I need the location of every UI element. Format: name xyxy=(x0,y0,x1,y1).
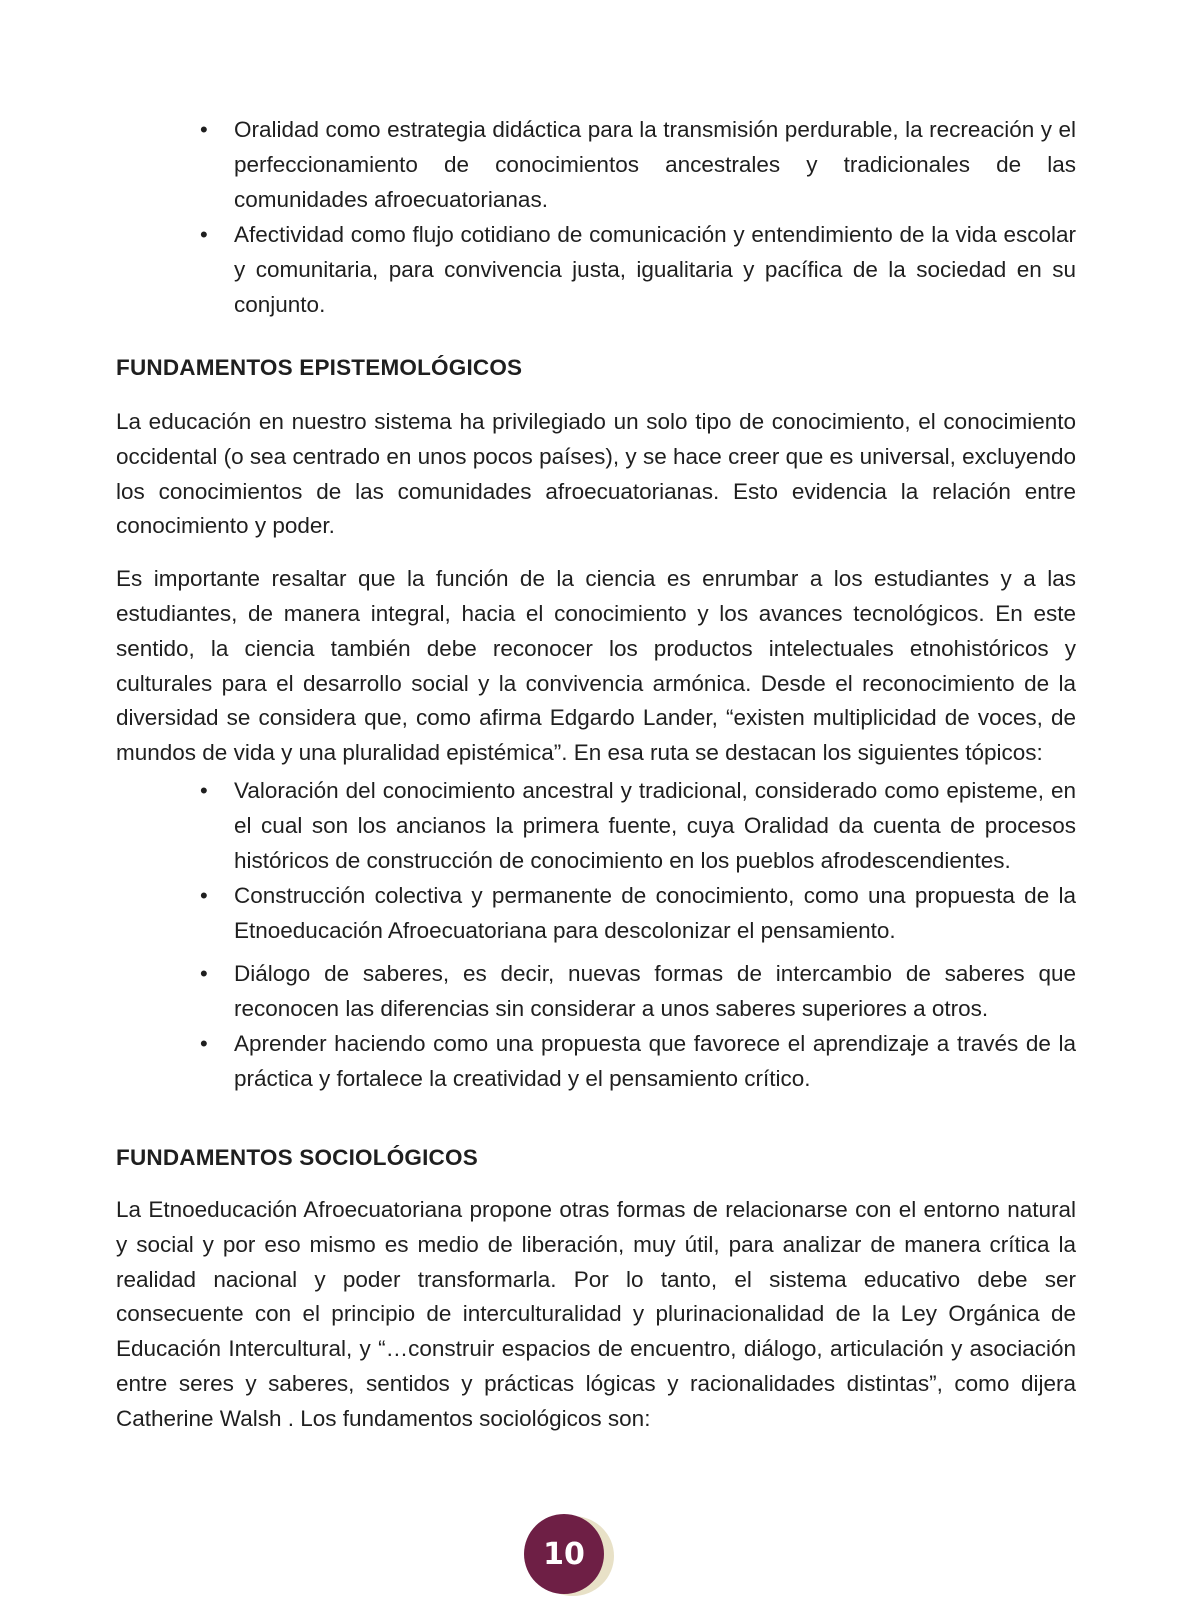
list-item xyxy=(200,773,1076,878)
page-number: 10 xyxy=(524,1514,604,1594)
epistemologicos-bullet-list xyxy=(116,773,1076,1096)
list-item-text: Construcción colectiva y permanente de conocimiento, como una propuesta de la Etnoeducación Afroecuatoriana para descolonizar el pensamiento. xyxy=(234,882,1076,943)
bullet-icon: • xyxy=(200,882,208,908)
bullet-icon: • xyxy=(200,960,208,986)
list-item-text: Oralidad como estrategia didáctica para la transmisión perdurable, la recreación y el perfeccionamiento de conocimientos ancestrales y tradicionales de las comunidades afroecuatorianas. xyxy=(234,117,1076,212)
page-number-badge xyxy=(522,1512,618,1596)
list-item-text: Aprender haciendo como una propuesta que favorece el aprendizaje a través de la práctica y fortalece la creatividad y el pensamiento crítico. xyxy=(234,1030,1076,1091)
paragraph: Es importante resaltar que la función de la ciencia es enrumbar a los estudiantes y a las estudiantes, de manera integral, hacia el conocimiento y los avances tecnológicos. En este sentido, la ciencia también debe reconocer los productos intelectuales etnohistóricos y culturales para el desarrollo social y la convivencia armónica. Desde el reconocimiento de la diversidad se considera que, como afirma Edgardo Lander, “existen multiplicidad de voces, de mundos de vida y una pluralidad epistémica”. En esa ruta se destacan los siguientes tópicos: xyxy=(116,566,1076,766)
list-item xyxy=(200,217,1076,322)
list-item xyxy=(200,112,1076,217)
section-heading-sociologicos: FUNDAMENTOS SOCIOLÓGICOS xyxy=(116,1144,478,1170)
paragraph: La educación en nuestro sistema ha privilegiado un solo tipo de conocimiento, el conocimiento occidental (o sea centrado en unos pocos países), y se hace creer que es universal, excluyendo los conocimientos de las comunidades afroecuatorianas. Esto evidencia la relación entre conocimiento y poder. xyxy=(116,409,1076,539)
list-item xyxy=(200,1026,1076,1096)
list-item-text: Valoración del conocimiento ancestral y tradicional, considerado como episteme, en el cual son los ancianos la primera fuente, cuya Oralidad da cuenta de procesos históricos de construcción de conocimiento en los pueblos afrodescendientes. xyxy=(234,777,1076,873)
list-item xyxy=(200,956,1076,1026)
bullet-icon: • xyxy=(200,777,208,803)
list-item-text: Afectividad como flujo cotidiano de comunicación y entendimiento de la vida escolar y comunitaria, para convivencia justa, igualitaria y pacífica de la sociedad en su conjunto. xyxy=(234,222,1076,317)
paragraph: La Etnoeducación Afroecuatoriana propone otras formas de relacionarse con el entorno natural y social y por eso mismo es medio de liberación, muy útil, para analizar de manera crítica la realidad nacional y poder transformarla. Por lo tanto, el sistema educativo debe ser consecuente con el principio de interculturalidad y plurinacionalidad de la Ley Orgánica de Educación Intercultural, y “…construir espacios de encuentro, diálogo, articulación y asociación entre seres y saberes, sentidos y prácticas lógicas y racionalidades distintas”, como dijera Catherine Walsh . Los fundamentos sociológicos son: xyxy=(116,1196,1076,1431)
section-heading-epistemologicos: FUNDAMENTOS EPISTEMOLÓGICOS xyxy=(116,355,523,380)
bullet-icon: • xyxy=(200,117,208,142)
document-page xyxy=(116,112,1076,1437)
list-item xyxy=(200,878,1076,948)
list-item-text: Diálogo de saberes, es decir, nuevas formas de intercambio de saberes que reconocen las diferencias sin considerar a unos saberes superiores a otros. xyxy=(234,960,1076,1021)
intro-bullet-list xyxy=(116,112,1076,322)
bullet-icon: • xyxy=(200,1030,208,1056)
bullet-icon: • xyxy=(200,222,208,247)
